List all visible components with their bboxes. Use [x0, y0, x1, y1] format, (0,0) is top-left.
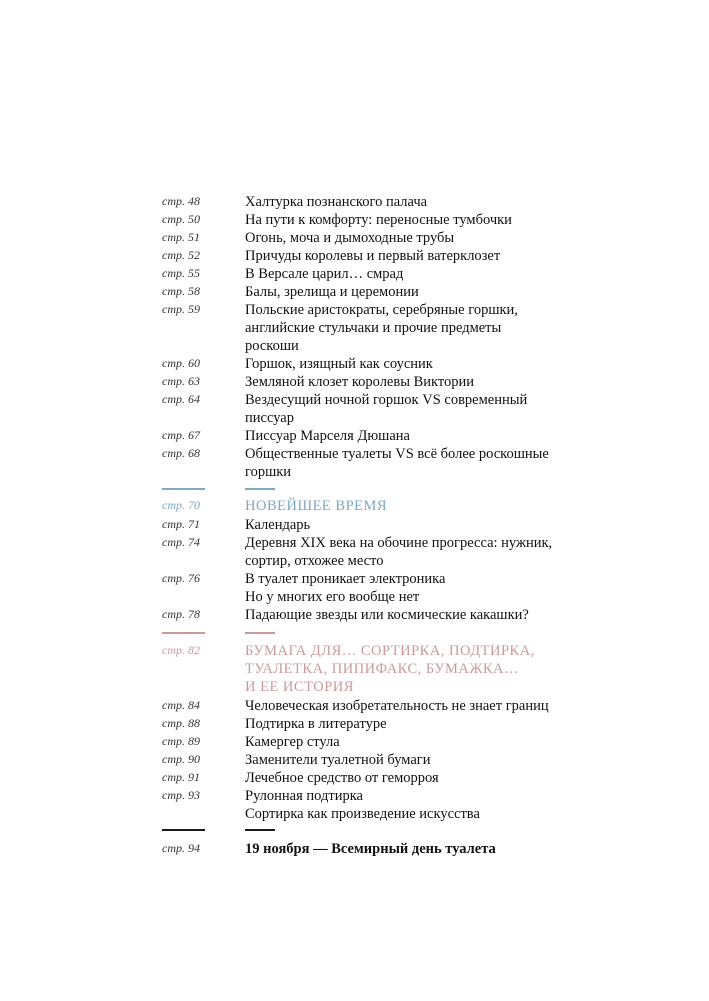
entry-title-line: английские стульчаки и прочие предметы	[245, 320, 502, 336]
page-number: стр. 59	[162, 302, 200, 316]
page-number: стр. 82	[162, 643, 200, 657]
section-divider-title-rule	[245, 829, 275, 831]
page-number: стр. 63	[162, 374, 200, 388]
entry-title-line: Но у многих его вообще нет	[245, 589, 420, 605]
entry-title: Причуды королевы и первый ватерклозет	[245, 248, 501, 264]
page-number: стр. 58	[162, 284, 200, 298]
page-number: стр. 70	[162, 498, 200, 512]
entry-title: Календарь	[245, 517, 311, 533]
page-number: стр. 76	[162, 571, 200, 585]
page-number: стр. 94	[162, 841, 200, 855]
entry-title: Горшок, изящный как соусник	[245, 356, 433, 372]
entry-title: Писсуар Марселя Дюшана	[245, 428, 410, 444]
page-number: стр. 74	[162, 535, 200, 549]
page-number: стр. 50	[162, 212, 200, 226]
entry-title-line: сортир, отхожее место	[245, 553, 384, 569]
section-title-line: И ЕЕ ИСТОРИЯ	[245, 679, 354, 695]
entry-title: В Версале царил… смрад	[245, 266, 404, 282]
section-title: НОВЕЙШЕЕ ВРЕМЯ	[245, 498, 388, 514]
entry-title: Лечебное средство от геморроя	[245, 770, 439, 786]
page-number: стр. 64	[162, 392, 200, 406]
entry-title: Халтурка познанского палача	[245, 194, 428, 210]
entry-title-line: роскоши	[245, 338, 299, 354]
section-divider-page-rule	[162, 829, 205, 831]
entry-title-line: Деревня XIX века на обочине прогресса: нужник,	[245, 535, 553, 551]
entry-title-line: горшки	[245, 464, 292, 480]
entry-title-line: писсуар	[245, 410, 294, 426]
page-number: стр. 51	[162, 230, 200, 244]
page-number: стр. 52	[162, 248, 200, 262]
page-number: стр. 48	[162, 194, 200, 208]
entry-title-line: Рулонная подтирка	[245, 788, 363, 804]
section-divider-title-rule	[245, 488, 275, 490]
section-title-line: ТУАЛЕТКА, ПИПИФАКС, БУМАЖКА…	[245, 661, 519, 677]
page-number: стр. 55	[162, 266, 200, 280]
page-number: стр. 60	[162, 356, 200, 370]
entry-title: На пути к комфорту: переносные тумбочки	[245, 212, 512, 228]
entry-title: Земляной клозет королевы Виктории	[245, 374, 475, 390]
page-number: стр. 91	[162, 770, 200, 784]
entry-title: Подтирка в литературе	[245, 716, 387, 732]
section-divider-page-rule	[162, 632, 205, 634]
entry-title: Балы, зрелища и церемонии	[245, 284, 419, 300]
page-number: стр. 93	[162, 788, 200, 802]
page-number: стр. 90	[162, 752, 200, 766]
section-divider-title-rule	[245, 632, 275, 634]
entry-title-line: Общественные туалеты VS всё более роскошные	[245, 446, 549, 462]
page-number: стр. 88	[162, 716, 200, 730]
entry-title: Заменители туалетной бумаги	[245, 752, 431, 768]
entry-title-line: Вездесущий ночной горшок VS современный	[245, 392, 528, 408]
page-number: стр. 67	[162, 428, 200, 442]
entry-title: 19 ноября — Всемирный день туалета	[245, 841, 496, 857]
entry-title: Человеческая изобретательность не знает границ	[245, 698, 549, 714]
entry-title-line: Сортирка как произведение искусства	[245, 806, 480, 822]
entry-title: Камергер стула	[245, 734, 340, 750]
page-number: стр. 71	[162, 517, 200, 531]
section-divider-page-rule	[162, 488, 205, 490]
page-number: стр. 89	[162, 734, 200, 748]
entry-title: Падающие звезды или космические какашки?	[245, 607, 529, 623]
entry-title-line: В туалет проникает электроника	[245, 571, 446, 587]
page-number: стр. 78	[162, 607, 200, 621]
entry-title-line: Польские аристократы, серебряные горшки,	[245, 302, 518, 318]
page-number: стр. 68	[162, 446, 200, 460]
page-number: стр. 84	[162, 698, 200, 712]
section-title-line: БУМАГА ДЛЯ… СОРТИРКА, ПОДТИРКА,	[245, 643, 535, 659]
entry-title: Огонь, моча и дымоходные трубы	[245, 230, 455, 246]
